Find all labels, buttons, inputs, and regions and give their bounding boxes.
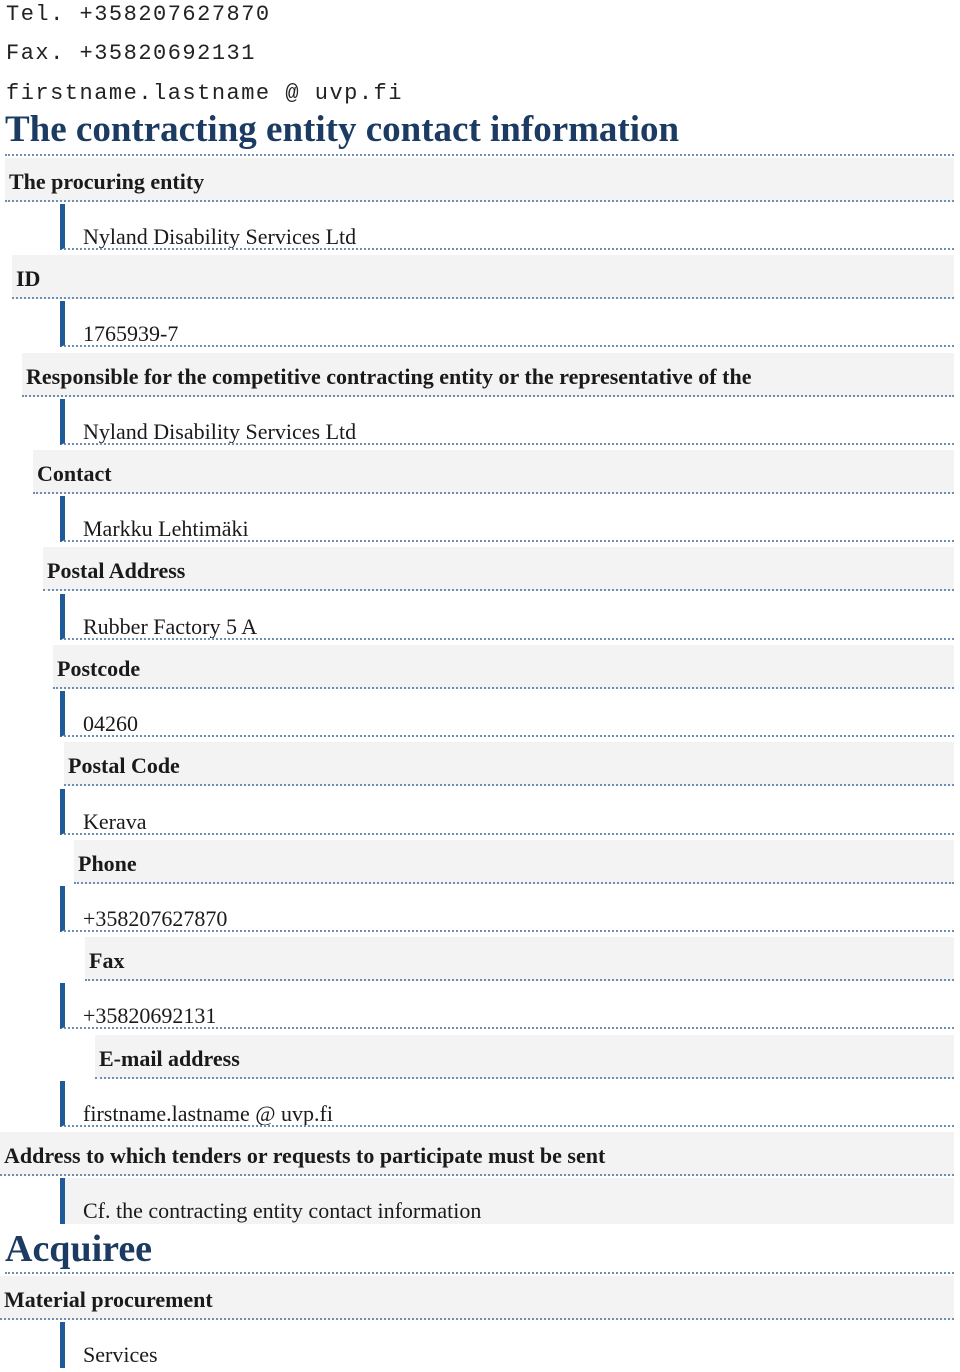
responsible-label: Responsible for the competitive contracting entity or the representative of the	[22, 353, 954, 397]
postal-code-label: Postal Code	[64, 742, 954, 786]
postal-address-value: Rubber Factory 5 A	[60, 594, 954, 640]
contact-label: Contact	[33, 450, 954, 494]
material-procurement-label: Material procurement	[0, 1276, 954, 1320]
procuring-entity-value: Nyland Disability Services Ltd	[60, 204, 954, 250]
postal-code-value: Kerava	[60, 789, 954, 835]
email-label: E-mail address	[95, 1035, 954, 1079]
material-procurement-value: Services	[60, 1322, 954, 1368]
email-value: firstname.lastname @ uvp.fi	[60, 1081, 954, 1127]
header-fax: Fax. +35820692131	[6, 41, 256, 66]
tender-address-value: Cf. the contracting entity contact information	[60, 1178, 954, 1224]
acquiree-title: Acquiree	[5, 1226, 954, 1274]
phone-label: Phone	[74, 840, 954, 884]
fax-value: +35820692131	[60, 983, 954, 1029]
section-title: The contracting entity contact information	[5, 106, 954, 156]
id-value: 1765939-7	[60, 301, 954, 347]
procuring-entity-label: The procuring entity	[5, 158, 954, 202]
postal-address-label: Postal Address	[43, 547, 954, 591]
fax-label: Fax	[85, 937, 954, 981]
phone-value: +358207627870	[60, 886, 954, 932]
tender-address-label: Address to which tenders or requests to participate must be sent	[0, 1132, 954, 1176]
header-email: firstname.lastname @ uvp.fi	[6, 81, 403, 106]
responsible-value: Nyland Disability Services Ltd	[60, 399, 954, 445]
postcode-label: Postcode	[53, 645, 954, 689]
header-tel: Tel. +358207627870	[6, 2, 271, 27]
contact-value: Markku Lehtimäki	[60, 496, 954, 542]
id-label: ID	[12, 255, 954, 299]
postcode-value: 04260	[60, 691, 954, 737]
